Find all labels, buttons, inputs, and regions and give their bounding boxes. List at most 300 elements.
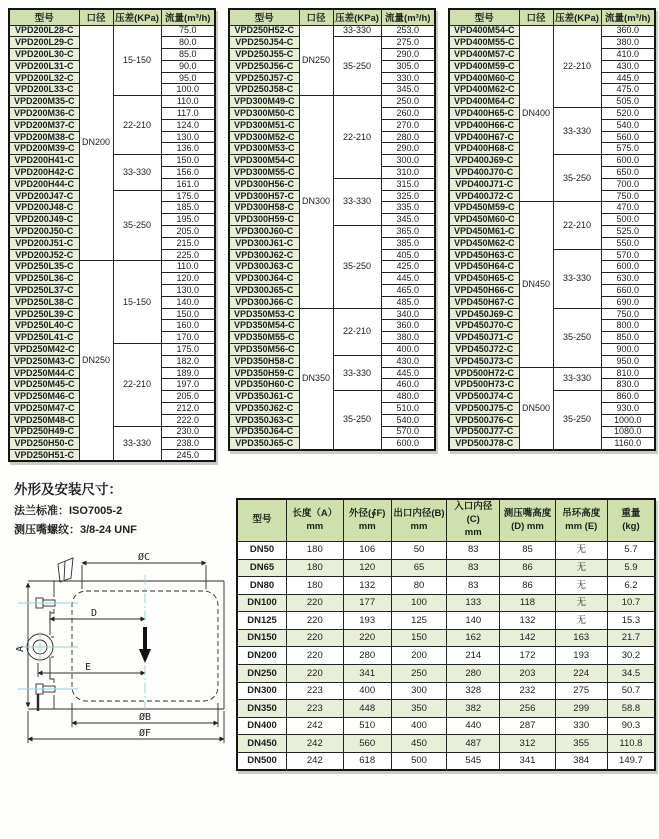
value-cell: 400: [391, 717, 446, 735]
model-cell: VPD450J70-C: [449, 320, 519, 332]
model-cell: VPD250M46-C: [9, 391, 79, 403]
model-cell: VPD250H50-C: [9, 438, 79, 450]
pressure-range-cell: 22-210: [553, 202, 601, 249]
value-cell: 500: [391, 753, 446, 771]
model-cell: VPD300M53-C: [229, 143, 299, 155]
value-cell: 328: [447, 682, 500, 700]
flow-value-cell: 1080.0: [601, 426, 655, 438]
diameter-cell: DN300: [299, 96, 333, 308]
model-cell: DN300: [237, 682, 287, 700]
model-cell: VPD400H66-C: [449, 119, 519, 131]
value-cell: 448: [343, 700, 391, 718]
value-cell: 125: [391, 612, 446, 630]
header-row: [229, 9, 435, 25]
model-cell: VPD200H41-C: [9, 155, 79, 167]
flow-value-cell: 260.0: [381, 108, 435, 120]
value-cell: 30.2: [607, 647, 655, 665]
flow-value-cell: 130.0: [161, 285, 215, 297]
model-cell: VPD400M62-C: [449, 84, 519, 96]
flow-value-cell: 380.0: [601, 37, 655, 49]
value-cell: 177: [343, 594, 391, 612]
flow-value-cell: 90.0: [161, 60, 215, 72]
model-cell: VPD300H59-C: [229, 214, 299, 226]
value-cell: 545: [447, 753, 500, 771]
model-cell: DN250: [237, 665, 287, 683]
value-cell: 106: [343, 541, 391, 559]
table-row: [237, 647, 655, 665]
model-cell: VPD250J55-C: [229, 49, 299, 61]
model-cell: VPD250L41-C: [9, 332, 79, 344]
flow-value-cell: 520.0: [601, 108, 655, 120]
header-row: [449, 9, 655, 25]
flow-value-cell: 124.0: [161, 119, 215, 131]
flow-value-cell: 117.0: [161, 108, 215, 120]
model-cell: VPD200H42-C: [9, 167, 79, 179]
value-cell: 180: [287, 577, 343, 595]
header-line-1: 入口内径(C): [454, 501, 493, 526]
flow-value-cell: 136.0: [161, 143, 215, 155]
value-cell: 440: [447, 717, 500, 735]
model-cell: VPD350H60-C: [229, 379, 299, 391]
flow-value-cell: 215.0: [161, 237, 215, 249]
model-cell: VPD350J65-C: [229, 438, 299, 450]
value-cell: 163: [555, 629, 607, 647]
column-header-model: 型号: [9, 9, 79, 25]
flow-value-cell: 930.0: [601, 403, 655, 415]
flow-value-cell: 480.0: [381, 391, 435, 403]
flow-value-cell: 1160.0: [601, 438, 655, 450]
value-cell: 142: [500, 629, 555, 647]
model-cell: VPD450M61-C: [449, 226, 519, 238]
value-cell: 5.7: [607, 541, 655, 559]
flow-value-cell: 205.0: [161, 226, 215, 238]
flow-table-right: [448, 8, 656, 451]
value-cell: 无: [555, 541, 607, 559]
flow-value-cell: 405.0: [381, 249, 435, 261]
flow-value-cell: 600.0: [601, 261, 655, 273]
flow-value-cell: 360.0: [601, 25, 655, 37]
flow-value-cell: 860.0: [601, 391, 655, 403]
model-cell: VPD300H56-C: [229, 178, 299, 190]
value-cell: 275: [555, 682, 607, 700]
pressure-range-cell: 33-330: [553, 249, 601, 308]
pressure-range-cell: 22-210: [333, 96, 381, 179]
flow-value-cell: 400.0: [381, 344, 435, 356]
value-cell: 330: [555, 717, 607, 735]
model-cell: VPD400J71-C: [449, 178, 519, 190]
flow-value-cell: 185.0: [161, 202, 215, 214]
model-cell: VPD300M49-C: [229, 96, 299, 108]
table-row: [449, 202, 655, 214]
flow-value-cell: 570.0: [381, 426, 435, 438]
diameter-cell: DN200: [79, 25, 113, 261]
model-cell: VPD450H67-C: [449, 296, 519, 308]
model-cell: VPD400M60-C: [449, 72, 519, 84]
model-cell: VPD250L40-C: [9, 320, 79, 332]
model-cell: VPD200J51-C: [9, 237, 79, 249]
value-cell: 350: [391, 700, 446, 718]
header-line-2: mm: [464, 527, 482, 539]
model-cell: VPD250H51-C: [9, 450, 79, 462]
flow-value-cell: 253.0: [381, 25, 435, 37]
model-cell: VPD400M64-C: [449, 96, 519, 108]
value-cell: 120: [343, 559, 391, 577]
flow-value-cell: 290.0: [381, 143, 435, 155]
model-cell: VPD200J52-C: [9, 249, 79, 261]
column-header-diameter: 口径: [79, 9, 113, 25]
model-cell: VPD400H65-C: [449, 108, 519, 120]
dim-label-a: A: [15, 646, 26, 653]
flow-value-cell: 630.0: [601, 273, 655, 285]
value-cell: 300: [391, 682, 446, 700]
value-cell: 90.3: [607, 717, 655, 735]
pressure-range-cell: 22-210: [113, 344, 161, 427]
value-cell: 34.5: [607, 665, 655, 683]
flow-value-cell: 150.0: [161, 155, 215, 167]
model-cell: VPD300J60-C: [229, 226, 299, 238]
flow-value-cell: 290.0: [381, 49, 435, 61]
dimensions-table: [236, 498, 656, 771]
value-cell: 280: [447, 665, 500, 683]
model-cell: VPD350J63-C: [229, 414, 299, 426]
value-cell: 5.9: [607, 559, 655, 577]
column-header-pressure: 压差(KPa): [553, 9, 601, 25]
model-cell: VPD400H68-C: [449, 143, 519, 155]
value-cell: 83: [447, 577, 500, 595]
flow-value-cell: 161.0: [161, 178, 215, 190]
flow-value-cell: 310.0: [381, 167, 435, 179]
model-cell: VPD200J47-C: [9, 190, 79, 202]
model-cell: VPD250L35-C: [9, 261, 79, 273]
pressure-range-cell: 35-250: [333, 226, 381, 309]
flow-value-cell: 100.0: [161, 84, 215, 96]
header-line-2: mm: [306, 520, 324, 532]
pressure-range-cell: 35-250: [553, 391, 601, 450]
flow-table-left: [8, 8, 216, 462]
model-cell: VPD200M36-C: [9, 108, 79, 120]
flow-value-cell: 95.0: [161, 72, 215, 84]
model-cell: VPD500H73-C: [449, 379, 519, 391]
value-cell: 132: [343, 577, 391, 595]
value-cell: 200: [391, 647, 446, 665]
flow-value-cell: 365.0: [381, 226, 435, 238]
model-cell: VPD300M50-C: [229, 108, 299, 120]
bottom-section: [8, 478, 656, 771]
value-cell: 149.7: [607, 753, 655, 771]
value-cell: 242: [287, 717, 343, 735]
column-header: [343, 499, 391, 541]
value-cell: 110.8: [607, 735, 655, 753]
model-cell: VPD450H64-C: [449, 261, 519, 273]
diameter-cell: DN450: [519, 202, 553, 367]
header-line-2: mm: [410, 520, 428, 532]
model-cell: VPD400M55-C: [449, 37, 519, 49]
model-cell: VPD450J71-C: [449, 332, 519, 344]
value-cell: 6.2: [607, 577, 655, 595]
table-row: [237, 629, 655, 647]
table-row: [229, 96, 435, 108]
model-cell: VPD300J66-C: [229, 296, 299, 308]
model-cell: VPD200L29-C: [9, 37, 79, 49]
value-cell: 50: [391, 541, 446, 559]
flow-value-cell: 850.0: [601, 332, 655, 344]
model-cell: VPD200J49-C: [9, 214, 79, 226]
model-cell: VPD300J64-C: [229, 273, 299, 285]
flow-value-cell: 335.0: [381, 202, 435, 214]
model-cell: VPD450J72-C: [449, 344, 519, 356]
value-cell: 86: [500, 577, 555, 595]
table-row: [229, 25, 435, 37]
flow-value-cell: 175.0: [161, 344, 215, 356]
model-cell: DN450: [237, 735, 287, 753]
model-cell: DN200: [237, 647, 287, 665]
value-cell: 132: [500, 612, 555, 630]
model-cell: VPD200M39-C: [9, 143, 79, 155]
flow-value-cell: 245.0: [161, 450, 215, 462]
model-cell: VPD300M54-C: [229, 155, 299, 167]
model-cell: VPD400H67-C: [449, 131, 519, 143]
model-cell: VPD350H59-C: [229, 367, 299, 379]
model-cell: VPD450H63-C: [449, 249, 519, 261]
value-cell: 232: [500, 682, 555, 700]
table-row: [237, 612, 655, 630]
model-cell: VPD200L31-C: [9, 60, 79, 72]
pressure-range-cell: 33-330: [333, 25, 381, 37]
pressure-range-cell: 35-250: [553, 308, 601, 367]
dim-label-d: D: [90, 608, 98, 620]
value-cell: 100: [391, 594, 446, 612]
value-cell: 86: [500, 559, 555, 577]
flow-value-cell: 690.0: [601, 296, 655, 308]
model-cell: DN65: [237, 559, 287, 577]
model-cell: VPD250L38-C: [9, 296, 79, 308]
model-cell: VPD200L28-C: [9, 25, 79, 37]
model-cell: VPD300H58-C: [229, 202, 299, 214]
dim-label-phi-f: ØF: [138, 728, 152, 740]
flow-value-cell: 460.0: [381, 379, 435, 391]
table-row: [237, 700, 655, 718]
value-cell: 193: [555, 647, 607, 665]
value-cell: 80: [391, 577, 446, 595]
table-row: [237, 717, 655, 735]
flow-value-cell: 270.0: [381, 119, 435, 131]
value-cell: 118: [500, 594, 555, 612]
pressure-range-cell: 22-210: [333, 308, 381, 355]
value-cell: 150: [391, 629, 446, 647]
model-cell: VPD350H58-C: [229, 355, 299, 367]
value-cell: 312: [500, 735, 555, 753]
model-cell: VPD250M44-C: [9, 367, 79, 379]
pressure-range-cell: 33-330: [553, 367, 601, 391]
model-cell: VPD400J70-C: [449, 167, 519, 179]
value-cell: 280: [343, 647, 391, 665]
flow-value-cell: 445.0: [381, 273, 435, 285]
pressure-range-cell: 33-330: [553, 108, 601, 155]
model-cell: VPD300M55-C: [229, 167, 299, 179]
flow-value-cell: 330.0: [381, 72, 435, 84]
pressure-range-cell: 33-330: [113, 426, 161, 461]
model-cell: VPD400J72-C: [449, 190, 519, 202]
value-cell: 242: [287, 735, 343, 753]
flow-value-cell: 475.0: [601, 84, 655, 96]
flow-value-cell: 150.0: [161, 308, 215, 320]
model-cell: VPD250H52-C: [229, 25, 299, 37]
flow-value-cell: 550.0: [601, 237, 655, 249]
model-cell: DN80: [237, 577, 287, 595]
table-row: [449, 25, 655, 37]
flow-value-cell: 750.0: [601, 190, 655, 202]
flow-value-cell: 345.0: [381, 84, 435, 96]
model-cell: DN100: [237, 594, 287, 612]
flow-value-cell: 160.0: [161, 320, 215, 332]
column-header-flow: 流量(m³/h): [381, 9, 435, 25]
model-cell: VPD200M38-C: [9, 131, 79, 143]
installation-drawing: [14, 551, 232, 756]
diameter-cell: DN250: [299, 25, 333, 96]
flow-tables-row: [8, 8, 656, 462]
model-cell: VPD450M60-C: [449, 214, 519, 226]
header-line-2: (kg): [622, 520, 640, 532]
model-cell: VPD250L36-C: [9, 273, 79, 285]
model-cell: VPD500H72-C: [449, 367, 519, 379]
model-cell: VPD350J62-C: [229, 403, 299, 415]
value-cell: 无: [555, 612, 607, 630]
model-cell: VPD250J56-C: [229, 60, 299, 72]
value-cell: 250: [391, 665, 446, 683]
model-cell: VPD300J65-C: [229, 285, 299, 297]
flow-value-cell: 650.0: [601, 167, 655, 179]
flow-value-cell: 130.0: [161, 131, 215, 143]
column-header-diameter: 口径: [299, 9, 333, 25]
pressure-range-cell: 33-330: [333, 355, 381, 390]
model-cell: VPD200J48-C: [9, 202, 79, 214]
value-cell: 180: [287, 559, 343, 577]
model-cell: DN350: [237, 700, 287, 718]
model-cell: VPD250M43-C: [9, 355, 79, 367]
value-cell: 341: [343, 665, 391, 683]
flow-value-cell: 325.0: [381, 190, 435, 202]
flow-value-cell: 430.0: [381, 355, 435, 367]
model-cell: VPD200J50-C: [9, 226, 79, 238]
value-cell: 140: [447, 612, 500, 630]
column-header-diameter: 口径: [519, 9, 553, 25]
section-title: 外形及安装尺寸：: [14, 482, 122, 498]
model-cell: VPD250L39-C: [9, 308, 79, 320]
value-cell: 256: [500, 700, 555, 718]
value-cell: 193: [343, 612, 391, 630]
model-cell: VPD350M53-C: [229, 308, 299, 320]
value-cell: 618: [343, 753, 391, 771]
value-cell: 214: [447, 647, 500, 665]
column-header-flow: 流量(m³/h): [601, 9, 655, 25]
value-cell: 299: [555, 700, 607, 718]
column-header: [237, 499, 287, 541]
model-cell: VPD350M55-C: [229, 332, 299, 344]
model-cell: VPD300M51-C: [229, 119, 299, 131]
diameter-cell: DN400: [519, 25, 553, 202]
flow-value-cell: 600.0: [601, 155, 655, 167]
flow-value-cell: 80.0: [161, 37, 215, 49]
value-cell: 355: [555, 735, 607, 753]
value-cell: 203: [500, 665, 555, 683]
model-cell: VPD500J74-C: [449, 391, 519, 403]
model-cell: VPD250M48-C: [9, 414, 79, 426]
pressure-range-cell: 22-210: [113, 96, 161, 155]
model-cell: VPD200L30-C: [9, 49, 79, 61]
flow-value-cell: 225.0: [161, 249, 215, 261]
value-cell: 510: [343, 717, 391, 735]
table-row: [237, 753, 655, 771]
column-header-pressure: 压差(KPa): [333, 9, 381, 25]
flow-value-cell: 410.0: [601, 49, 655, 61]
flow-value-cell: 950.0: [601, 355, 655, 367]
flow-value-cell: 500.0: [601, 214, 655, 226]
nozzle-thread-line: 测压嘴螺纹：3/8-24 UNF: [14, 524, 137, 537]
model-cell: VPD250J57-C: [229, 72, 299, 84]
column-header-flow: 流量(m³/h): [161, 9, 215, 25]
flow-value-cell: 660.0: [601, 285, 655, 297]
model-cell: VPD300J63-C: [229, 261, 299, 273]
flow-value-cell: 238.0: [161, 438, 215, 450]
model-cell: VPD200L33-C: [9, 84, 79, 96]
flow-value-cell: 525.0: [601, 226, 655, 238]
model-cell: VPD450J69-C: [449, 308, 519, 320]
pressure-range-cell: 35-250: [113, 190, 161, 261]
flow-value-cell: 345.0: [381, 214, 435, 226]
model-cell: DN150: [237, 629, 287, 647]
table-row: [237, 735, 655, 753]
value-cell: 450: [391, 735, 446, 753]
pressure-range-cell: 15-150: [113, 25, 161, 96]
value-cell: 83: [447, 559, 500, 577]
model-cell: DN50: [237, 541, 287, 559]
flow-value-cell: 120.0: [161, 273, 215, 285]
flow-table-middle: [228, 8, 436, 451]
flow-value-cell: 110.0: [161, 261, 215, 273]
table-row: [237, 682, 655, 700]
pressure-range-cell: 15-150: [113, 261, 161, 344]
model-cell: VPD200H44-C: [9, 178, 79, 190]
flow-value-cell: 560.0: [601, 131, 655, 143]
flow-value-cell: 385.0: [381, 237, 435, 249]
flow-value-cell: 110.0: [161, 96, 215, 108]
model-cell: VPD200M35-C: [9, 96, 79, 108]
flow-value-cell: 485.0: [381, 296, 435, 308]
value-cell: 无: [555, 559, 607, 577]
table-row: [237, 541, 655, 559]
value-cell: 400: [343, 682, 391, 700]
model-cell: VPD450H66-C: [449, 285, 519, 297]
flow-value-cell: 195.0: [161, 214, 215, 226]
value-cell: 220: [287, 594, 343, 612]
model-cell: VPD300J62-C: [229, 249, 299, 261]
model-cell: VPD500J75-C: [449, 403, 519, 415]
flow-value-cell: 470.0: [601, 202, 655, 214]
table-row: [237, 665, 655, 683]
table-row: [449, 367, 655, 379]
flow-value-cell: 700.0: [601, 178, 655, 190]
flow-value-cell: 540.0: [381, 414, 435, 426]
flow-value-cell: 275.0: [381, 37, 435, 49]
table-row: [9, 25, 215, 37]
pressure-range-cell: 35-250: [333, 391, 381, 450]
dim-label-phi-b: ØB: [138, 712, 152, 724]
pressure-range-cell: 35-250: [333, 37, 381, 96]
flow-value-cell: 182.0: [161, 355, 215, 367]
header-line-2: mm: [358, 520, 376, 532]
model-cell: VPD350M56-C: [229, 344, 299, 356]
value-cell: 83: [447, 541, 500, 559]
